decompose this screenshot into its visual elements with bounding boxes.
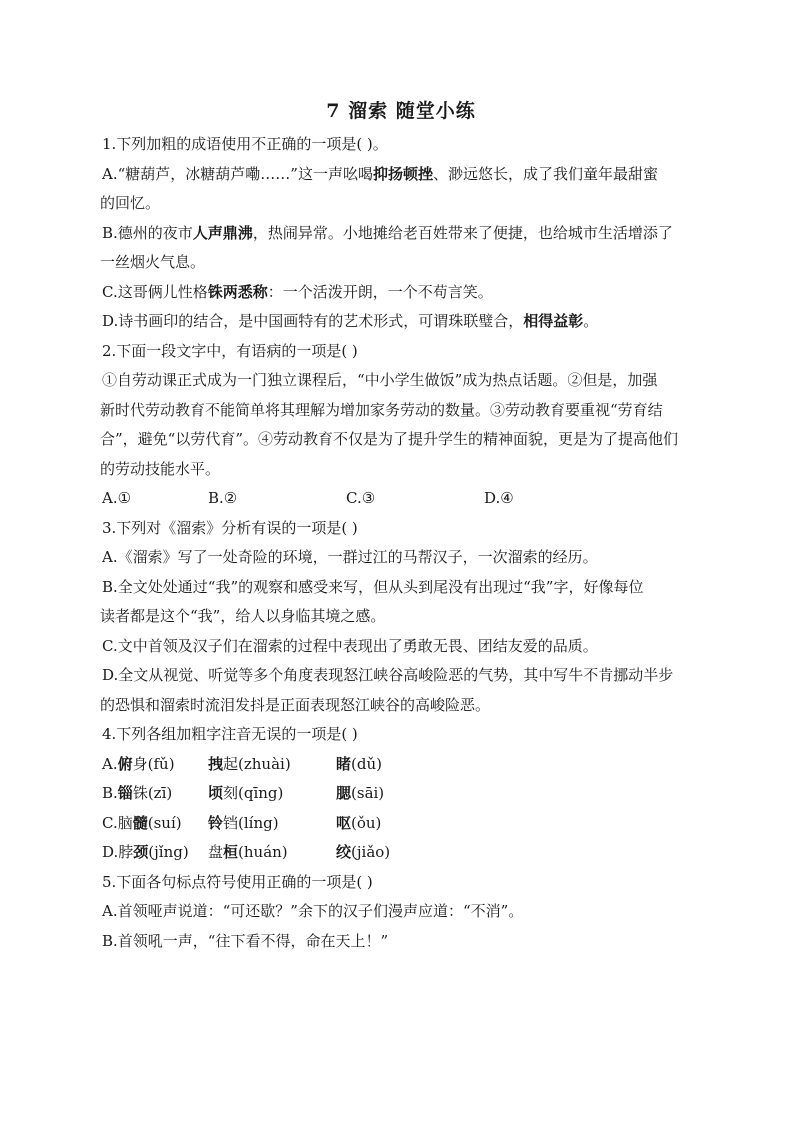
question-5-option-a: A.首领哑声说道：“可还歇？”余下的汉子们漫声应道：“不消”。 [102,902,524,920]
question-4-option-b [102,779,700,809]
question-2-option-c: C.③ [346,489,376,507]
text: ：一个活泼开朗，一个不苟言笑。 [267,282,493,301]
question-2-option-a: A.① [102,489,132,507]
question-4-stem: 4.下列各组加粗字注音无误的一项是( ) [102,725,358,743]
bold-character: 锱 [117,784,133,802]
question-3-option-d-cont: 的恐惧和溜索时流泪发抖是正面表现怒江峡谷的高峻险恶。 [100,695,491,714]
question-3-option-b: B.全文处处通过“我”的观察和感受来写，但从头到尾没有出现过“我”字，好像每位 [102,577,644,596]
question-1-option-b-cont: 一丝烟火气息。 [100,253,206,271]
bold-character: 颈 [133,843,149,861]
pinyin-item [102,809,208,839]
bold-character: 腮 [336,784,352,802]
question-3-option-c: C.文中首领及汉子们在溜索的过程中表现出了勇敢无畏、团结友爱的品质。 [102,636,598,655]
pinyin-item [336,838,456,868]
question-2-passage-line: 新时代劳动教育不能简单将其理解为增加家务劳动的数量。③劳动教育要重视“劳育结 [100,400,663,419]
question-3-stem: 3.下列对《溜索》分析有误的一项是( ) [102,518,358,537]
text: A. [102,754,118,773]
text: 铛(líng) [223,813,279,832]
text: 身(fǔ) [132,754,175,773]
pinyin-item [102,779,208,809]
question-2-stem: 2.下面一段文字中，有语病的一项是( ) [102,341,358,360]
text: (dǔ) [351,754,382,773]
text: (ǒu) [351,813,382,832]
text: 盘 [208,843,224,861]
question-2-passage-line: 的劳动技能水平。 [100,459,221,478]
bold-idiom: 相得益彰 [523,312,584,330]
pinyin-item [208,750,336,780]
question-4-option-a [102,750,700,780]
bold-character: 绞 [336,843,352,861]
text: A.“糖葫芦，冰糖葫芦嘞……”这一声吆喝 [102,164,373,183]
text: 。 [583,312,599,330]
bold-character: 拽 [208,754,224,773]
question-2-option-d: D.④ [484,489,514,507]
question-5-option-b: B.首领吼一声，“往下看不得，命在天上！” [102,931,389,950]
question-3-option-a: A.《溜索》写了一处奇险的环境，一群过江的马帮汉子，一次溜索的经历。 [102,548,598,566]
bold-character: 睹 [336,754,352,773]
bold-idiom: 铢两悉称 [207,282,268,301]
text: 刻(qīng) [223,784,284,802]
question-4-option-c [102,809,700,839]
text: (huán) [238,843,288,861]
pinyin-item [336,750,456,780]
bold-idiom: 抑扬顿挫 [372,164,433,183]
text: C.脑 [102,813,133,832]
pinyin-item [336,779,456,809]
pinyin-item [102,838,208,868]
pinyin-item [336,809,456,839]
text: (jǐng) [148,843,189,861]
question-2-options [102,484,700,514]
pinyin-item [208,838,336,868]
text: D.诗书画印的结合，是中国画特有的艺术形式，可谓珠联璧合， [102,312,524,330]
text: D.脖 [102,843,134,861]
bold-character: 呕 [336,813,352,832]
text: B.德州的夜市 [102,223,193,242]
question-2-passage-line: 合”，避免“以劳代育”。④劳动教育不仅是为了提升学生的精神面貌，更是为了提高他们 [100,430,679,448]
question-4-options [102,750,700,868]
text: ，热闹异常。小地摊给老百姓带来了便捷，也给城市生活增添了 [252,223,673,242]
text: (jiǎo) [351,843,391,861]
text: B. [102,784,118,802]
text: 起(zhuài) [223,754,291,773]
page-title: 7 溜索 随堂小练 [326,100,476,122]
question-1-option-b [102,219,700,249]
question-1-option-a-cont: 的回忆。 [100,194,161,212]
question-4-option-d [102,838,700,868]
pinyin-item [208,779,336,809]
pinyin-item [102,750,208,780]
text: (suí) [147,813,182,832]
question-1-option-c [102,278,700,308]
text: 铢(zī) [132,784,173,802]
text: 、渺远悠长，成了我们童年最甜蜜 [432,164,658,183]
question-3-option-d: D.全文从视觉、听觉等多个角度表现怒江峡谷高峻险恶的气势，其中写牛不肯挪动半步 [102,666,674,684]
bold-character: 桓 [223,843,239,861]
bold-character: 顷 [208,784,224,802]
text: (sāi) [351,784,385,802]
question-3-option-b-cont: 读者都是这个“我”，给人以身临其境之感。 [100,607,386,625]
question-2-passage-line: ①自劳动课正式成为一门独立课程后，“中小学生做饭”成为热点话题。②但是，加强 [102,371,658,389]
pinyin-item [208,809,336,839]
question-1-option-a [102,160,700,190]
bold-character: 铃 [208,813,224,832]
question-2-option-b: B.② [208,489,238,507]
question-1-stem: 1.下列加粗的成语使用不正确的一项是( )。 [102,135,388,153]
bold-character: 俯 [117,754,133,773]
question-5-stem: 5.下面各句标点符号使用正确的一项是( ) [102,872,373,891]
bold-character: 髓 [132,813,148,832]
bold-idiom: 人声鼎沸 [192,223,253,242]
question-1-option-d [102,307,700,337]
worksheet-page [102,98,700,956]
text: C.这哥俩儿性格 [102,282,208,301]
